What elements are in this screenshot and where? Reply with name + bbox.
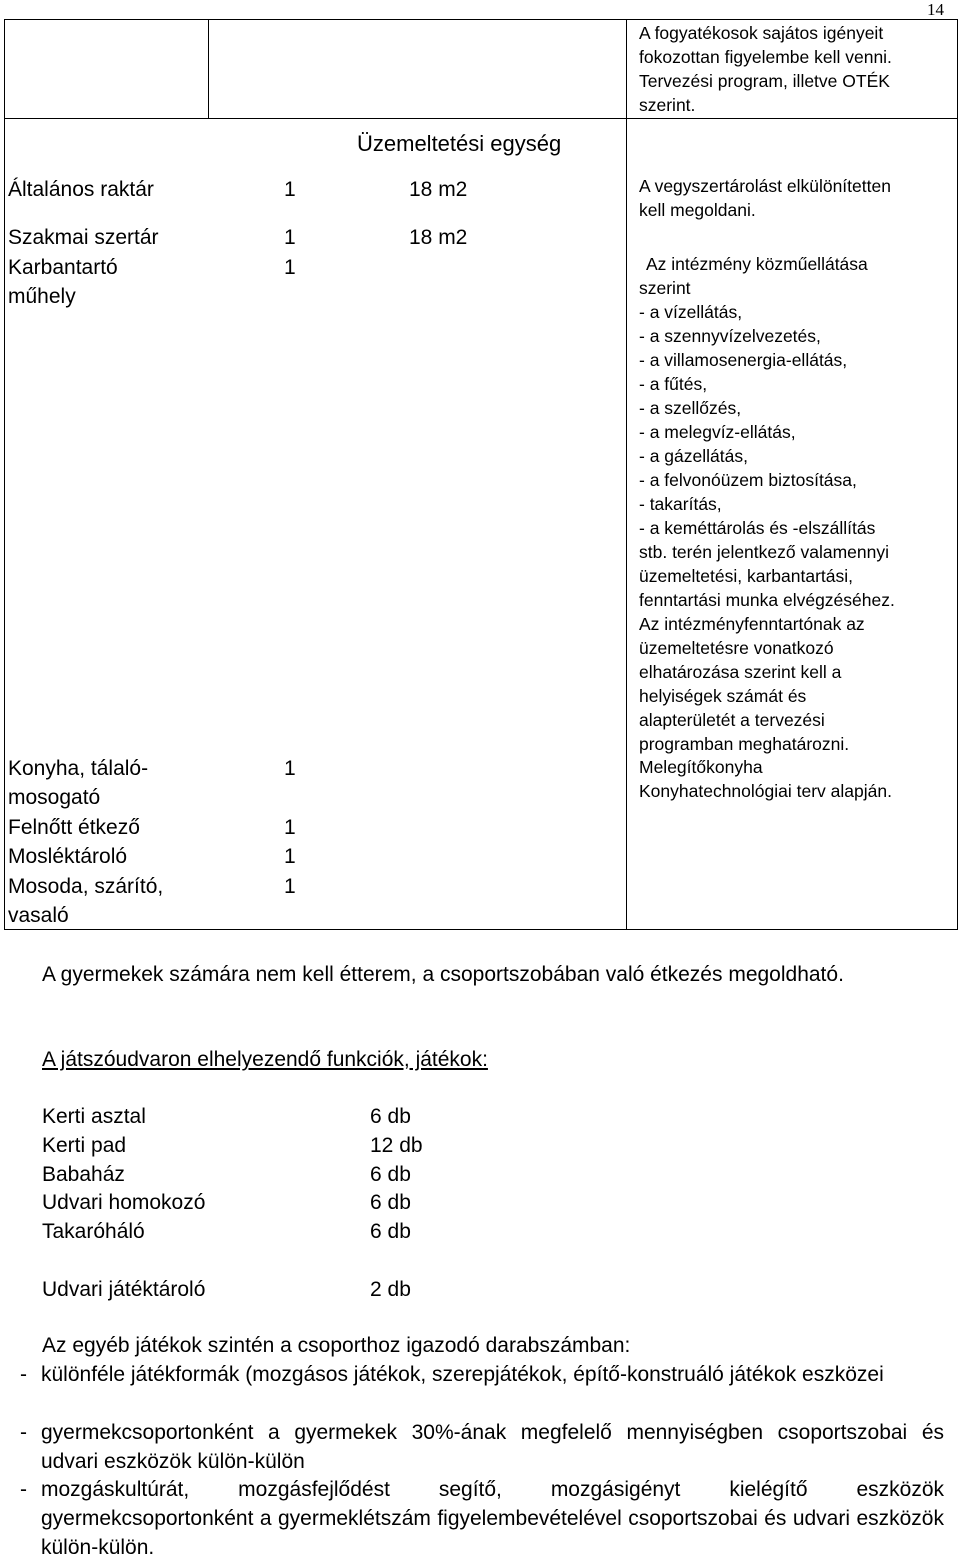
dining-paragraph: A gyermekek számára nem kell étterem, a csoportszobában való étkezés megoldható. xyxy=(42,963,844,986)
playground-heading: A játszóudvaron elhelyezendő funkciók, játékok: xyxy=(42,1048,488,1071)
list-item: - mozgáskultúrát, mozgásfejlődést segítő, mozgásigényt kielégítő eszközök gyermekcsoportonként a gyermeklétszám figyelembevételével csoportszobai és udvari eszközök külön-külön. xyxy=(20,1478,944,1559)
table-divider xyxy=(4,118,958,119)
row-count: 1 xyxy=(284,816,296,839)
accessibility-note: A fogyatékosok sajátos igényeit fokozottan figyelembe kell venni. Tervezési program, illetve OTÉK szerint. xyxy=(639,23,892,115)
list-item: - gyermekcsoportonként a gyermekek 30%-ának megfelelő mennyiségben csoportszobai és udvari eszközök külön-külön xyxy=(20,1421,944,1473)
row-count: 1 xyxy=(284,226,296,249)
row-count: 1 xyxy=(284,875,296,898)
row-count: 1 xyxy=(284,757,296,780)
list-item: - különféle játékformák (mozgásos játékok, szerepjátékok, építő-konstruáló játékok eszközei xyxy=(20,1363,884,1386)
row-name: Mosoda, szárító, vasaló xyxy=(8,875,164,927)
row-count: 1 xyxy=(284,845,296,868)
row-count: 1 xyxy=(284,256,296,279)
row-name: Konyha, tálaló- mosogató xyxy=(8,757,149,809)
row-name: Karbantartó műhely xyxy=(8,256,118,308)
storage-note: A vegyszertárolást elkülönítetten kell megoldani. xyxy=(639,176,891,220)
maintenance-note: Az intézmény közműellátása szerint - a vízellátás, - a szennyvízelvezetés, - a villamosenergia-ellátás, - a fűtés, - a szellőzés, - a melegvíz-ellátás, - a gázellátás, - a felvonóüzem biztosítása, - takarítás, - a keméttárolás és -elszállítás stb. terén jelentkező valamennyi üzemeltetési, karbantartási, fenntartási munka elvégzéséhez. Az intézményfenntartónak az üzemeltetésre vonatkozó elhatározása szerint kell a helyiségek számát és alapterületét a tervezési programban meghatározni. xyxy=(639,254,895,754)
row-name: Mosléktároló xyxy=(8,845,128,868)
row-name: Általános raktár xyxy=(8,178,154,201)
row-name: Szakmai szertár xyxy=(8,226,159,249)
kitchen-note: Melegítőkonyha Konyhatechnológiai terv alapján. xyxy=(639,757,892,801)
other-toys-heading: Az egyéb játékok szintén a csoporthoz igazodó darabszámban: xyxy=(42,1334,631,1357)
section-title: Üzemeltetési egység xyxy=(357,131,562,156)
page-number: 14 xyxy=(927,0,944,19)
table-divider xyxy=(208,19,209,118)
row-count: 1 xyxy=(284,178,296,201)
row-area: 18 m2 xyxy=(409,226,468,249)
row-area: 18 m2 xyxy=(409,178,468,201)
row-name: Felnőtt étkező xyxy=(8,816,140,839)
table-divider xyxy=(626,19,627,930)
